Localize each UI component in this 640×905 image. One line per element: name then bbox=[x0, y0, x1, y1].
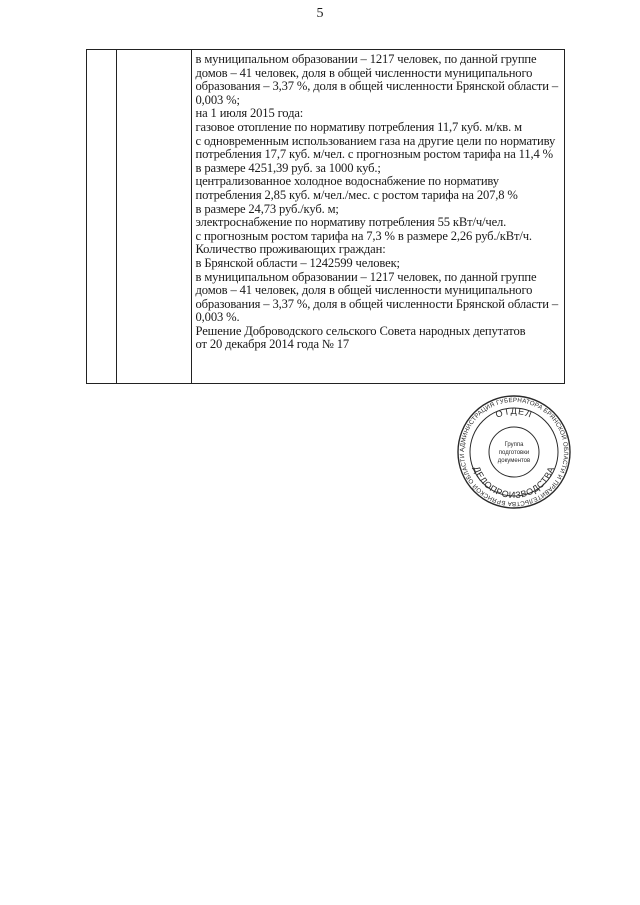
table-cell-text bbox=[192, 50, 564, 383]
text-line: централизованное холодное водоснабжение по нормативу bbox=[195, 174, 499, 189]
text-line: в муниципальном образовании – 1217 человек, по данной группе bbox=[195, 52, 537, 66]
stamp-center-line3: документов bbox=[497, 458, 531, 464]
text-line: Решение Доброводского сельского Совета народных депутатов bbox=[195, 323, 526, 338]
stamp-center-line1: Группа bbox=[504, 442, 524, 448]
text-line: от 20 декабря 2014 года № 17 bbox=[195, 337, 350, 352]
text-line: с прогнозным ростом тарифа на 7,3 % в размере 2,26 руб./кВт/ч. bbox=[195, 228, 532, 243]
stamp-outer-text: АДМИНИСТРАЦИЯ ГУБЕРНАТОРА БРЯНСКОЙ ОБЛАСТИ И ПРАВИТЕЛЬСТВА БРЯНСКОЙ ОБЛАСТИ bbox=[458, 396, 570, 508]
text-line: газовое отопление по нормативу потребления 11,7 куб. м/кв. м bbox=[195, 119, 522, 134]
text-line: домов – 41 человек, доля в общей численности муниципального bbox=[195, 65, 533, 80]
text-line: 0,003 %; bbox=[195, 92, 240, 107]
table-column-name bbox=[117, 50, 191, 383]
text-line: домов – 41 человек, доля в общей численности муниципального bbox=[195, 283, 533, 298]
text-line: в размере 4251,39 руб. за 1000 куб.; bbox=[195, 160, 381, 175]
text-line: потребления 2,85 куб. м/чел./мес. с ростом тарифа на 207,8 % bbox=[195, 187, 518, 202]
text-line: с одновременным использованием газа на другие цели по нормативу bbox=[195, 133, 556, 148]
text-line: Количество проживающих граждан: bbox=[195, 242, 386, 257]
page-number: 5 bbox=[316, 6, 324, 21]
text-line: в размере 24,73 руб./куб. м; bbox=[195, 201, 339, 216]
text-line: в Брянской области – 1242599 человек; bbox=[195, 255, 400, 270]
stamp-arc-top: ОТДЕЛ bbox=[494, 406, 534, 420]
text-line: потребления 17,7 куб. м/чел. с прогнозным ростом тарифа на 11,4 % bbox=[195, 147, 553, 162]
text-line: образования – 3,37 %, доля в общей численности Брянской области – bbox=[195, 296, 558, 311]
text-line: в муниципальном образовании – 1217 человек, по данной группе bbox=[195, 269, 537, 284]
text-line: образования – 3,37 %, доля в общей численности Брянской области – bbox=[195, 79, 558, 94]
document-table bbox=[86, 49, 565, 384]
text-line: электроснабжение по нормативу потребления 55 кВт/ч/чел. bbox=[195, 215, 507, 230]
stamp-seal bbox=[456, 394, 572, 510]
stamp-center-line2: подготовки bbox=[498, 450, 530, 456]
text-line: на 1 июля 2015 года: bbox=[195, 106, 304, 121]
stamp-arc-bottom: ДЕЛОПРОИЗВОДСТВА bbox=[471, 464, 557, 501]
text-line: 0,003 %. bbox=[195, 310, 240, 325]
table-column-number bbox=[87, 50, 117, 383]
